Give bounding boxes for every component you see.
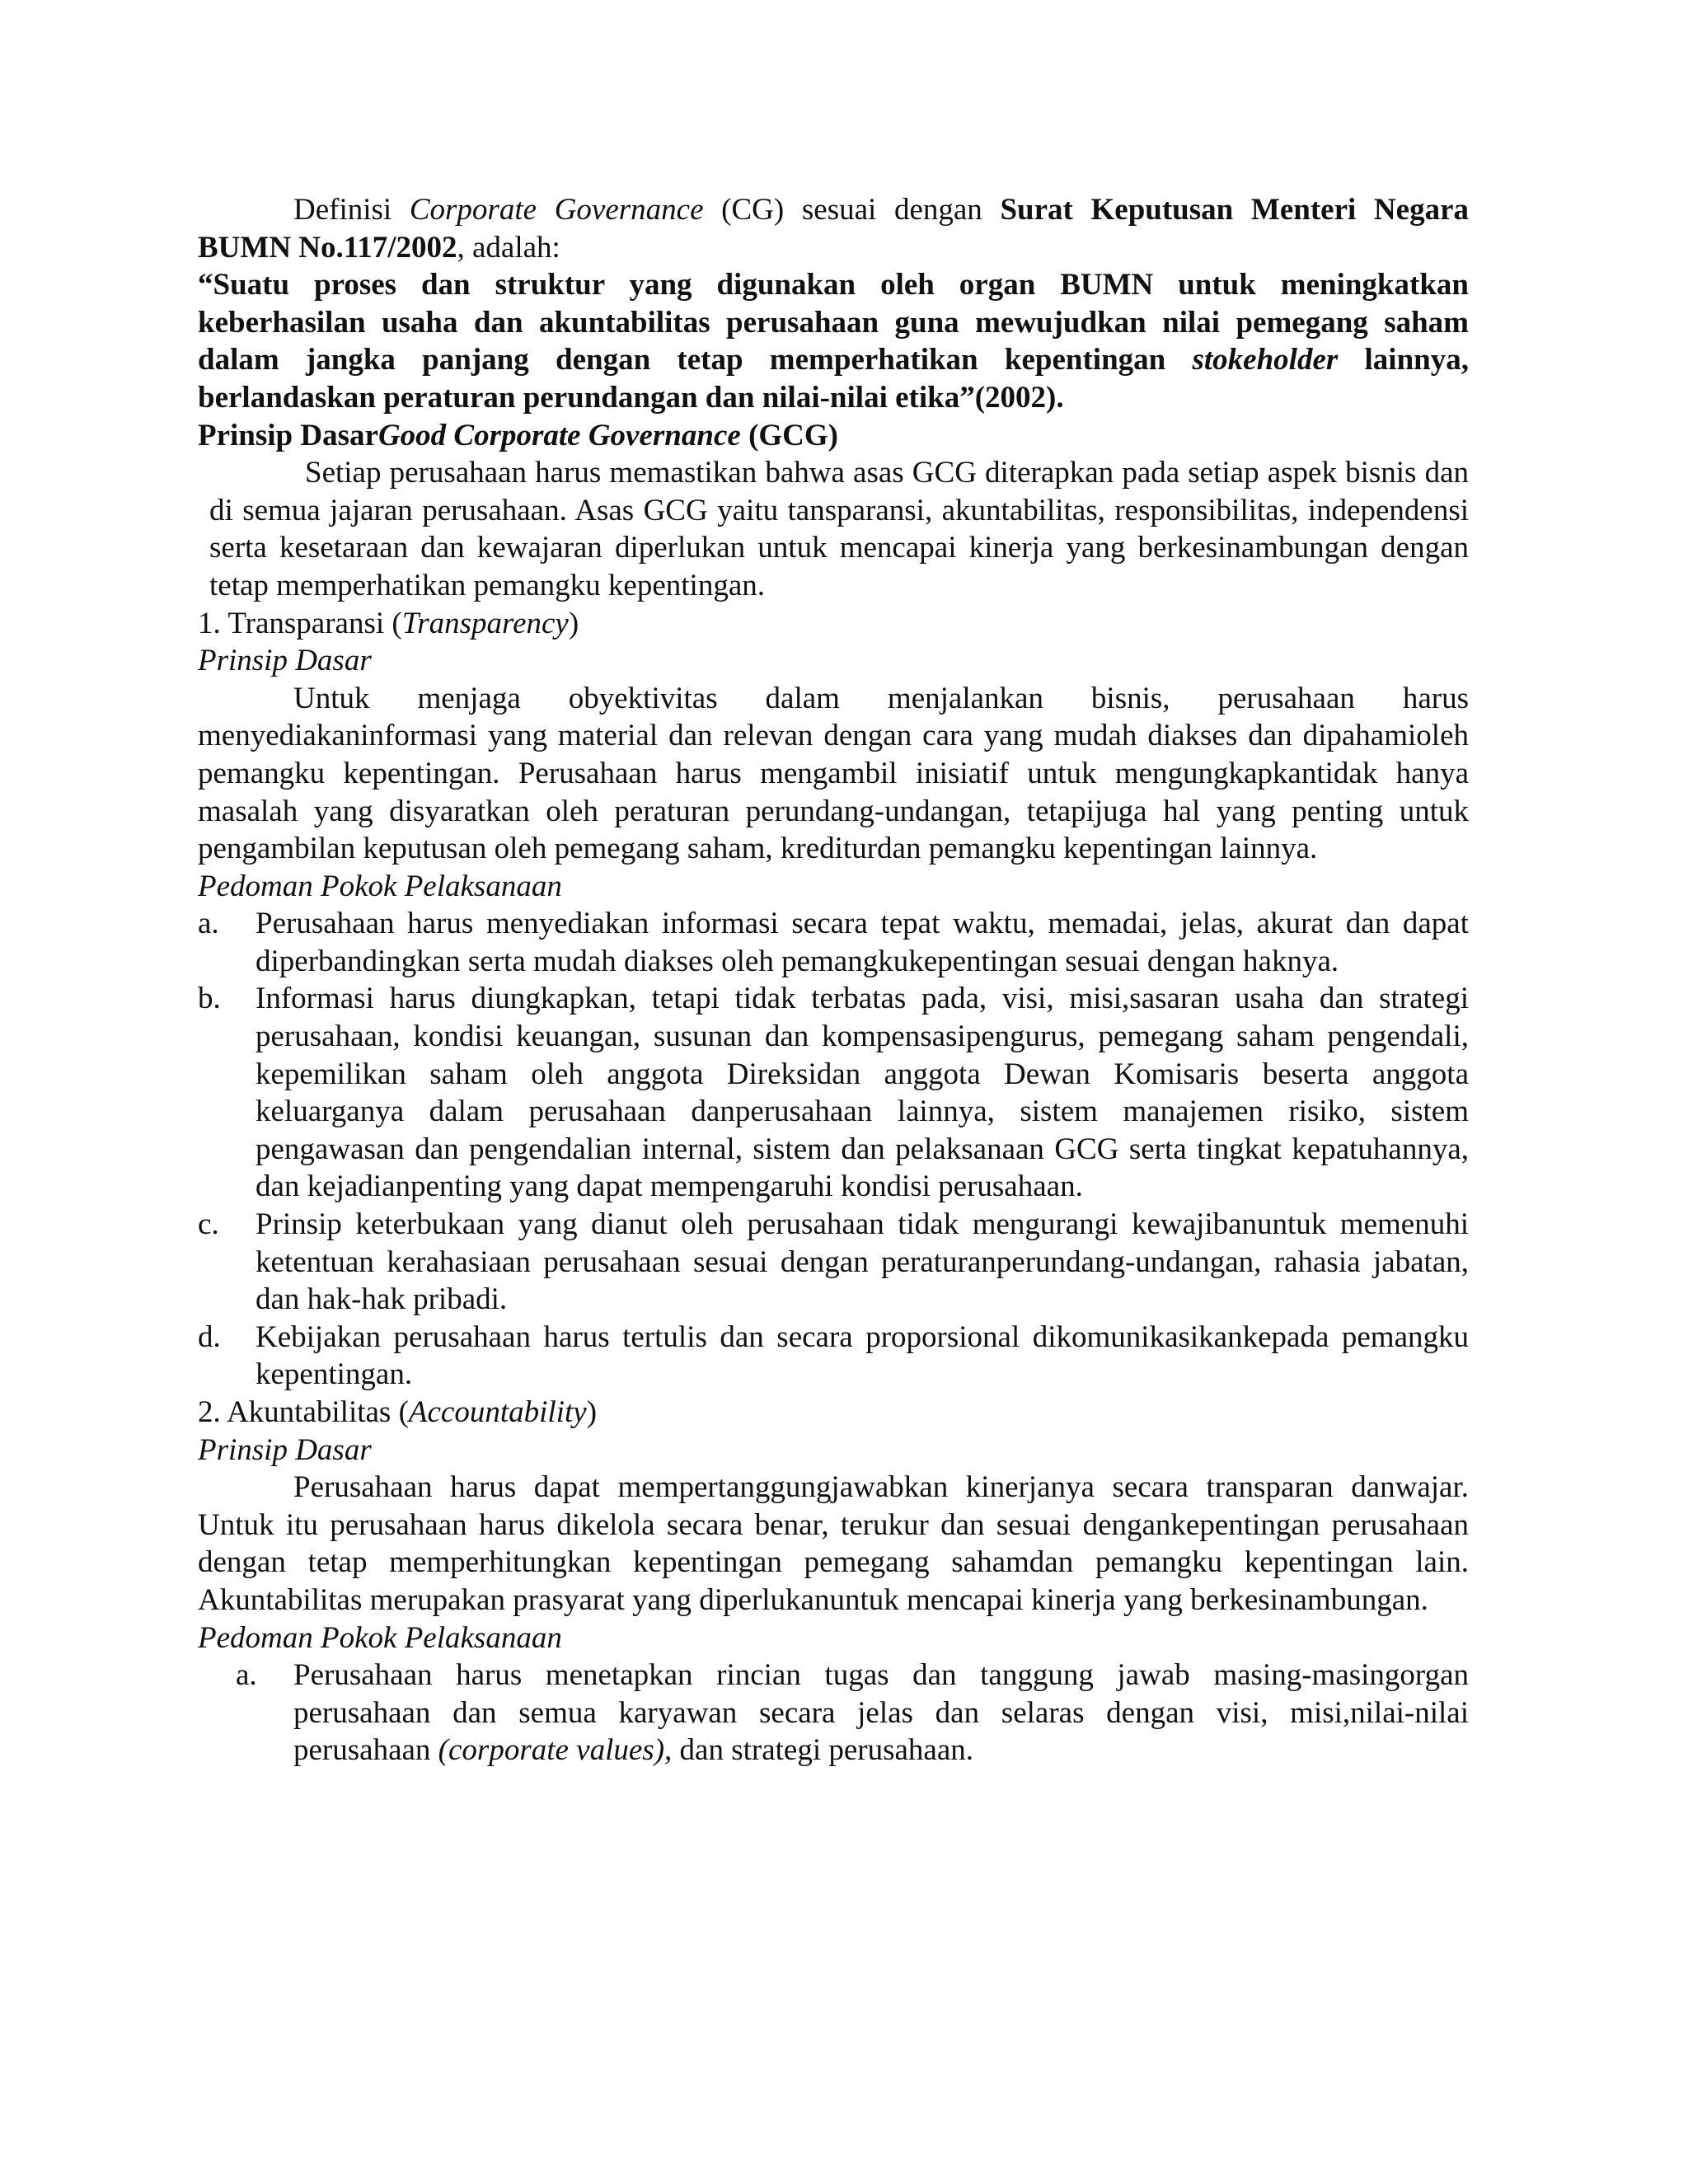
list-item-text: Perusahaan harus menyediakan informasi secara tepat waktu, memadai, jelas, akurat dan dapat diperbandingkan serta mudah diakses oleh pemangkukepentingan sesuai dengan haknya. <box>256 907 1469 978</box>
heading-text: Prinsip Dasar <box>198 418 378 452</box>
definition-text: , adalah: <box>457 230 560 265</box>
definition-paragraph <box>198 191 1469 266</box>
quote-text: lainnya, berlandaskan peraturan perundangan dan nilai-nilai etika”(2002). <box>198 343 1469 415</box>
section-1-principle-text: Untuk menjaga obyektivitas dalam menjalankan bisnis, perusahaan harus menyediakaninformasi yang material dan relevan dengan cara yang mudah diakses dan dipahamioleh pemangku kepentingan. Perusahaan harus mengambil inisiatif untuk mengungkapkantidak hanya masalah yang disyaratkan oleh peraturan perundang-undangan, tetapijuga hal yang penting untuk pengambilan keputusan oleh pemegang saham, krediturdan pemangku kepentingan lainnya. <box>198 681 1469 866</box>
section-2-principle-text: Perusahaan harus dapat mempertanggungjawabkan kinerjanya secara transparan danwajar. Untuk itu perusahaan harus dikelola secara benar, terukur dan sesuai dengankepentingan perusahaan dengan tetap memperhitungkan kepentingan pemegang sahamdan pemangku kepentingan lain. Akuntabilitas merupakan prasyarat yang diperlukanuntuk mencapai kinerja yang berkesinambungan. <box>198 1470 1469 1617</box>
list-item-text: dan strategi perusahaan. <box>672 1733 974 1768</box>
section-title-text: ) <box>568 606 579 640</box>
section-title-text: ) <box>586 1395 598 1429</box>
gcg-intro-paragraph: Setiap perusahaan harus memastikan bahwa asas GCG diterapkan pada setiap aspek bisnis dan di semua jajaran perusahaan. Asas GCG yaitu tansparansi, akuntabilitas, responsibilitas, independensi serta kesetaraan dan kewajaran diperlukan untuk mencapai kinerja yang berkesinambungan dengan tetap memperhatikan pemangku kepentingan. <box>209 456 1469 602</box>
heading-term: Good Corporate Governance <box>377 418 741 452</box>
section-1-guide-label: Pedoman Pokok Pelaksanaan <box>198 869 562 903</box>
list-marker: a. <box>198 907 219 941</box>
gcg-heading <box>198 417 1469 455</box>
section-2-guide-list <box>198 1657 1469 1769</box>
list-item <box>198 905 1469 980</box>
decree-reference: Surat Keputusan Menteri Negara BUMN No.117/2002 <box>198 193 1469 265</box>
list-item-text: Informasi harus diungkapkan, tetapi tidak terbatas pada, visi, misi,sasaran usaha dan strategi perusahaan, kondisi keuangan, susunan dan kompensasipengurus, pemegang saham pengendali, kepemilikan saham oleh anggota Direksidan anggota Dewan Komisaris beserta anggota keluarganya dalam perusahaan danperusahaan lainnya, sistem manajemen risiko, sistem pengawasan dan pengendalian internal, sistem dan pelaksanaan GCG serta tingkat kepatuhannya, dan kejadianpenting yang dapat mempengaruhi kondisi perusahaan. <box>256 982 1469 1204</box>
list-item <box>198 1657 1469 1769</box>
list-marker: a. <box>236 1658 257 1693</box>
list-item <box>198 1206 1469 1319</box>
definition-quote <box>198 266 1469 416</box>
definition-text: (CG) sesuai dengan <box>703 193 1001 227</box>
list-marker: d. <box>198 1319 221 1354</box>
section-title-term: Transparency <box>401 606 569 640</box>
list-item <box>198 980 1469 1206</box>
quote-term: stokeholder <box>1192 343 1339 377</box>
section-title-text: 2. Akuntabilitas ( <box>198 1395 409 1429</box>
list-marker: b. <box>198 982 221 1016</box>
definition-term: Corporate Governance <box>409 193 704 227</box>
section-title-text: 1. Transparansi ( <box>198 606 402 640</box>
list-marker: c. <box>198 1207 219 1242</box>
section-1-title <box>198 605 1469 643</box>
list-item-term: (corporate values), <box>438 1733 673 1768</box>
definition-text: Definisi <box>293 193 410 227</box>
document-page <box>198 191 1469 1769</box>
section-2-guide-label: Pedoman Pokok Pelaksanaan <box>198 1620 562 1655</box>
list-item-text: Perusahaan harus menetapkan rincian tugas dan tanggung jawab masing-masingorgan perusahaan dan semua karyawan secara jelas dan selaras dengan visi, misi,nilai-nilai perusahaan <box>293 1658 1469 1768</box>
section-2-principle-label: Prinsip Dasar <box>198 1432 372 1467</box>
list-item-text: Prinsip keterbukaan yang dianut oleh perusahaan tidak mengurangi kewajibanuntuk memenuhi ketentuan kerahasiaan perusahaan sesuai dengan peraturanperundang-undangan, rahasia jabatan, dan hak-hak pribadi. <box>256 1207 1469 1317</box>
list-item <box>198 1319 1469 1394</box>
section-2-title <box>198 1394 1469 1432</box>
section-1-guide-list <box>198 905 1469 1394</box>
section-1-principle-label: Prinsip Dasar <box>198 644 372 678</box>
section-title-term: Accountability <box>408 1395 587 1429</box>
quote-text: “Suatu proses dan struktur yang digunakan oleh organ BUMN untuk meningkatkan keberhasilan usaha dan akuntabilitas perusahaan guna mewujudkan nilai pemegang saham dalam jangka panjang dengan tetap memperhatikan kepentingan <box>198 268 1469 377</box>
list-item-text: Kebijakan perusahaan harus tertulis dan secara proporsional dikomunikasikankepada pemangku kepentingan. <box>256 1319 1469 1392</box>
heading-text: (GCG) <box>740 418 838 452</box>
